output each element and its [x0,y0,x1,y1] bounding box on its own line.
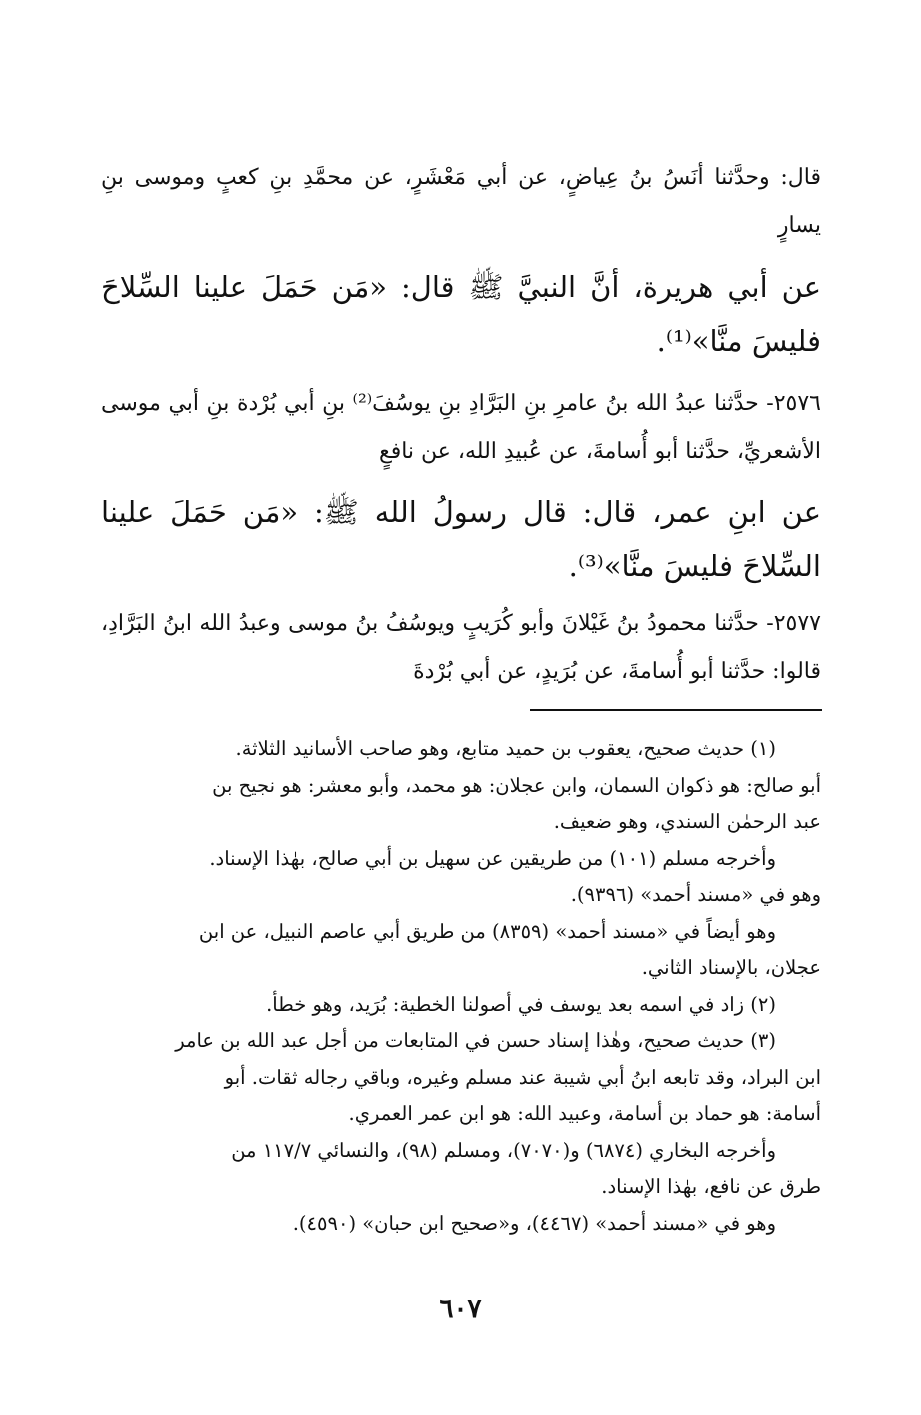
footnote-line: طرق عن نافع، بهٰذا الإسناد. [601,1175,821,1198]
footnote-line: عجلان، بالإسناد الثاني. [641,956,821,979]
footnote-line: وهو في «مسند أحمد» (٤٤٦٧)، و«صحيح ابن حبان» (٤٥٩٠). [292,1211,776,1235]
page-number: ٦٠٧ [439,1294,482,1324]
matn-2575: عن أبي هريرة، أنَّ النبيَّ ﷺ قال: «مَن حَمَلَ علينا السِّلاحَ فليسَ منَّا»⁽¹⁾. [101,270,821,358]
footnote-line: ابن البراد، وقد تابعه ابنُ أبي شيبة عند مسلم وغيره، وباقي رجاله ثقات. أبو [224,1065,821,1089]
footnote-line: عبد الرحمٰن السندي، وهو ضعيف. [553,810,821,833]
footnote-line: أبو صالح: هو ذكوان السمان، وابن عجلان: هو محمد، وأبو معشر: هو نجيح بن [212,773,821,797]
isnad-2577: ٢٥٧٧- حدَّثنا محمودُ بنُ غَيْلانَ وأبو كُرَيبٍ ويوسُفُ بنُ موسى وعبدُ الله ابنُ البَرَّادِ، قالوا: حدَّثنا أبو أُسامةَ، عن بُرَيدٍ، عن أبي بُرْدةَ [101,611,821,684]
matn-2576: عن ابنِ عمر، قال: قال رسولُ الله ﷺ: «مَن حَمَلَ علينا السِّلاحَ فليسَ منَّا»⁽³⁾. [101,495,821,583]
footnote-line: (٢) زاد في اسمه بعد يوسف في أصولنا الخطية: بُرَيد، وهو خطأ. [266,992,776,1016]
isnad-2575: قال: وحدَّثنا أنَسُ بنُ عِياضٍ، عن أبي مَعْشَرٍ، عن محمَّدِ بنِ كعبٍ وموسى بنِ يسارٍ [101,165,821,238]
footnotes [101,731,821,1242]
footnote-separator [530,709,822,711]
isnad-2576: ٢٥٧٦- حدَّثنا عبدُ الله بنُ عامرِ بنِ البَرَّادِ بنِ يوسُفَ⁽²⁾ بنِ أبي بُرْدة بنِ أبي موسى الأشعريِّ، حدَّثنا أبو أُسامةَ، عن عُبيدِ الله، عن نافعٍ [101,391,821,464]
footnote-line: أسامة: هو حماد بن أسامة، وعبيد الله: هو ابن عمر العمري. [348,1102,821,1125]
footnote-line: (١) حديث صحيح، يعقوب بن حميد متابع، وهو صاحب الأسانيد الثلاثة. [235,737,776,760]
footnote-line: وأخرجه البخاري (٦٨٧٤) و(٧٠٧٠)، ومسلم (٩٨)، والنسائي ١١٧/٧ من [231,1138,776,1162]
footnote-line: (٣) حديث صحيح، وهٰذا إسناد حسن في المتابعات من أجل عبد الله بن عامر [175,1029,776,1052]
footnote-line: وهو أيضاً في «مسند أحمد» (٨٣٥٩) من طريق أبي عاصم النبيل، عن ابن [198,919,776,943]
footnote-line: وأخرجه مسلم (١٠١) من طريقين عن سهيل بن أبي صالح، بهٰذا الإسناد. [209,846,776,870]
footnote-line: وهو في «مسند أحمد» (٩٣٩٦). [570,883,821,906]
